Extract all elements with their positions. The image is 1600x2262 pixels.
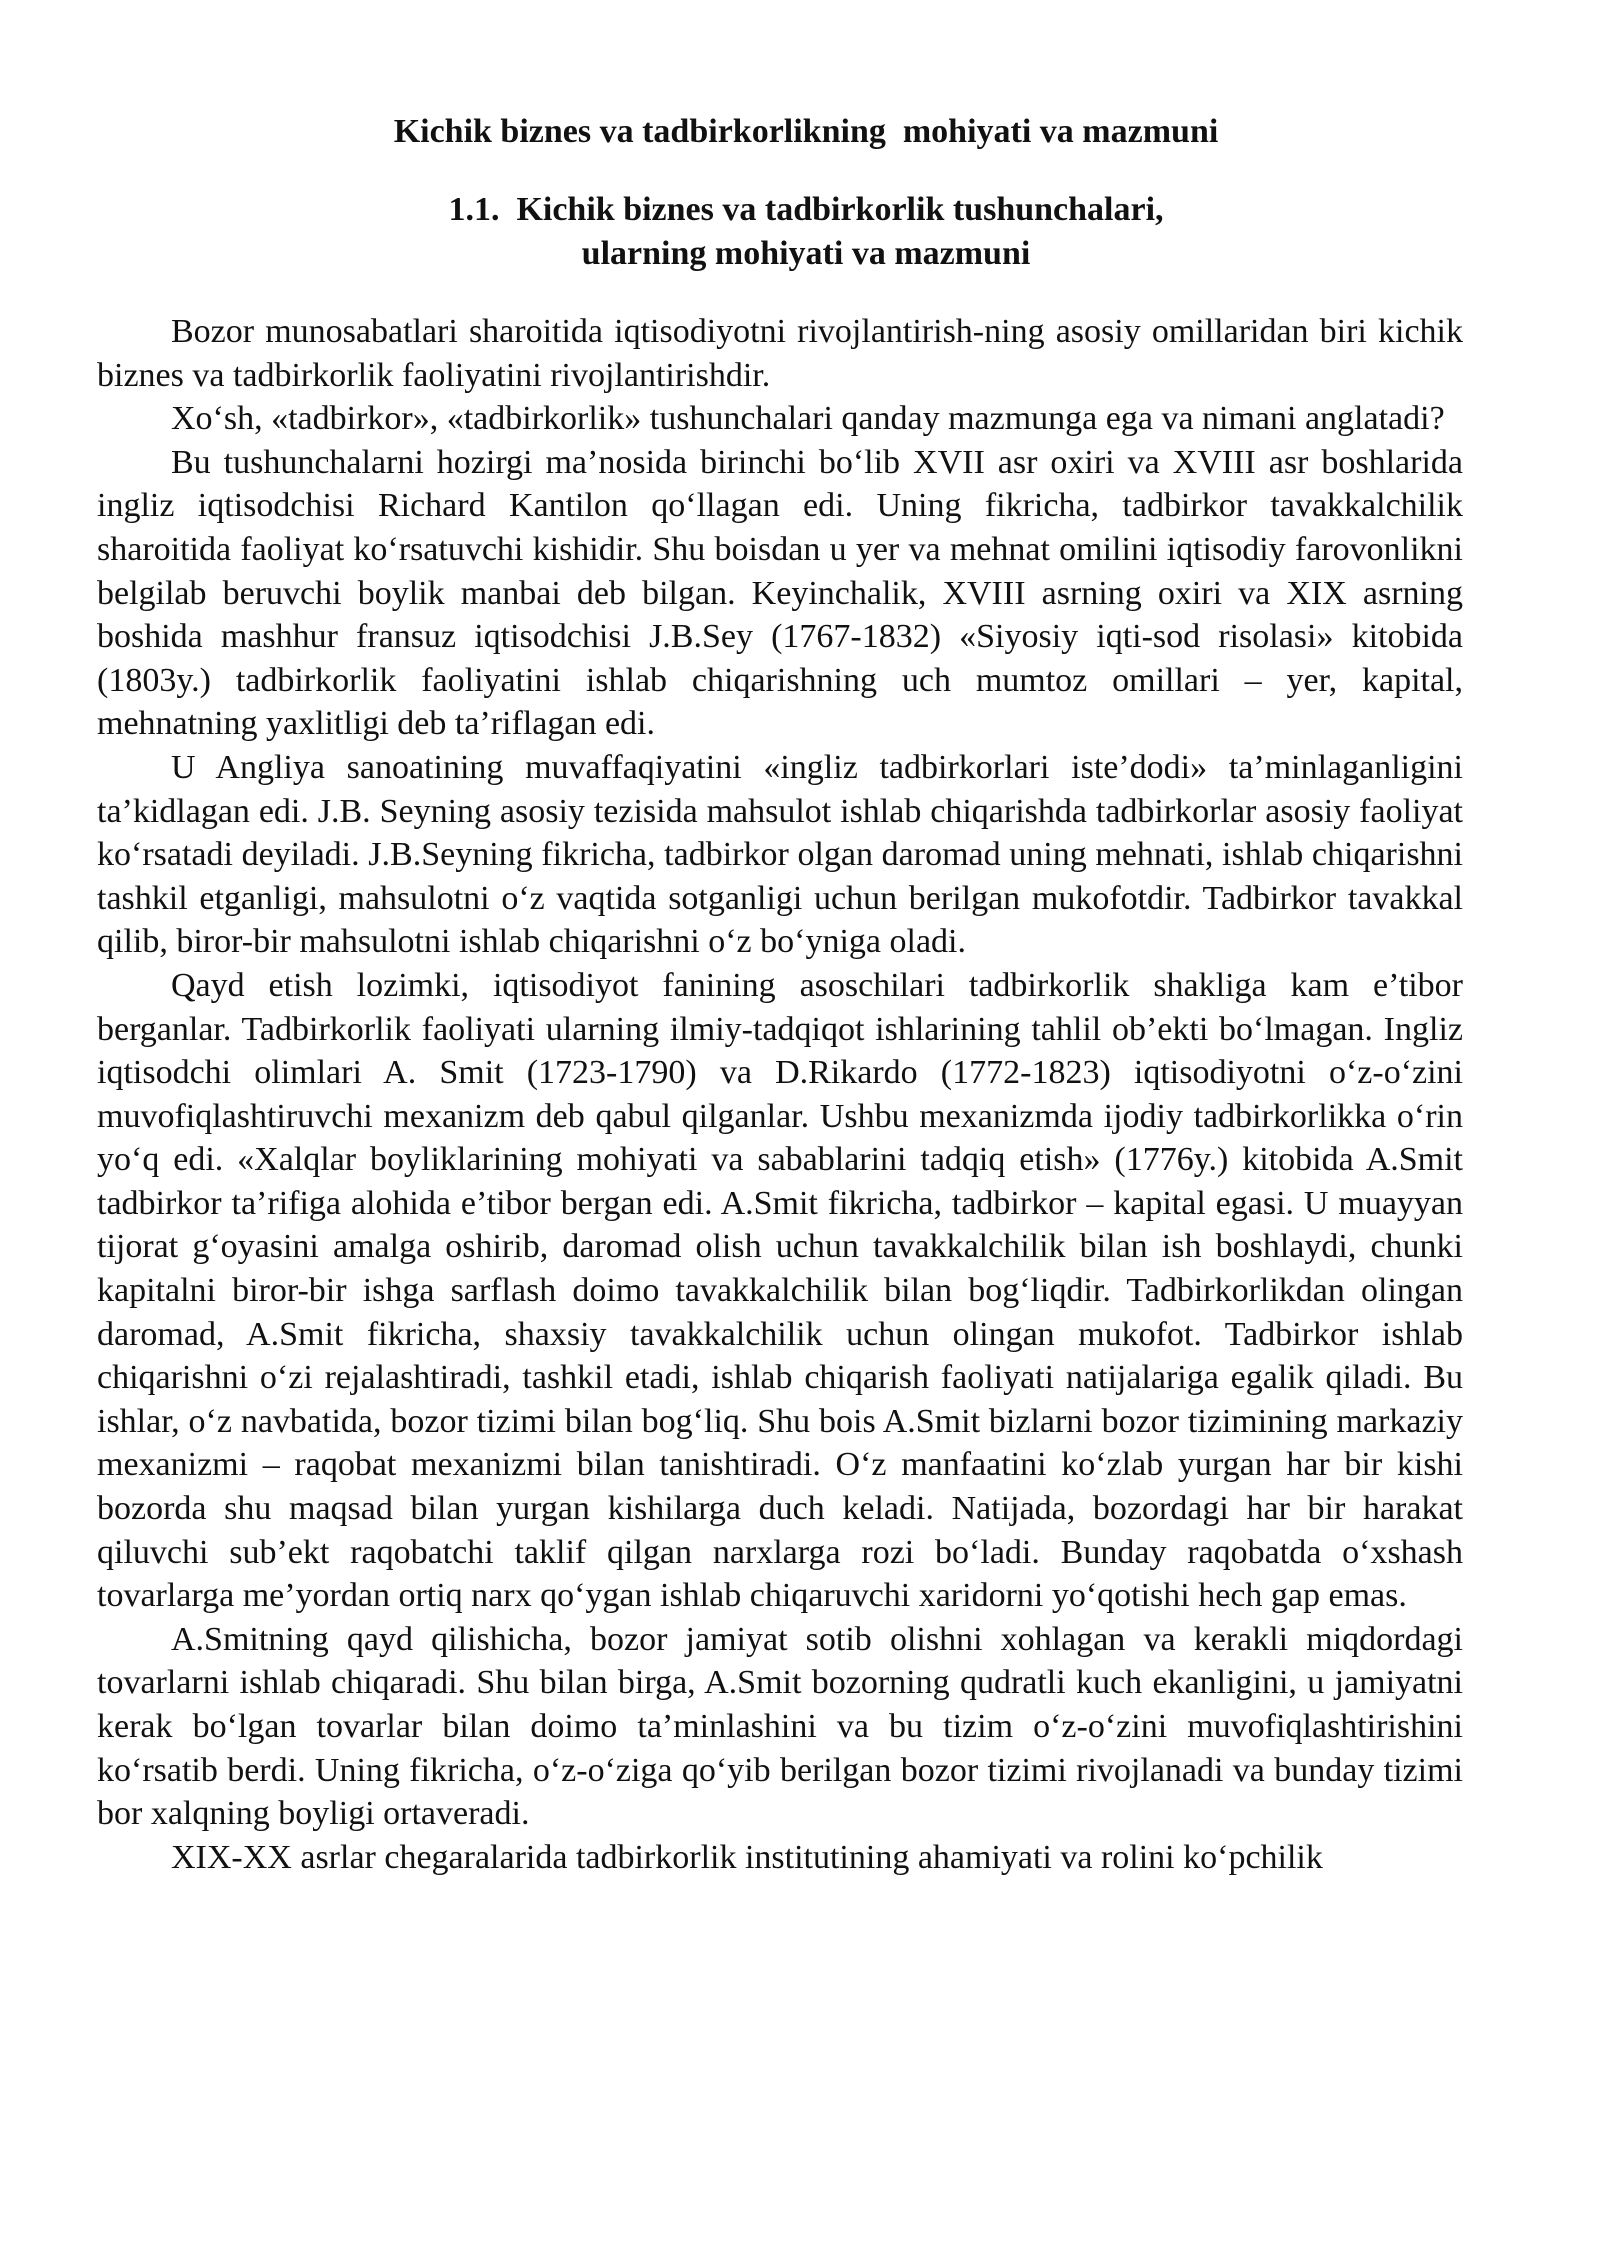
paragraph-3: Bu tushunchalarni hozirgi ma’nosida birinchi bo‘lib XVII asr oxiri va XVIII asr boshlarida ingliz iqtisodchisi Richard Kantilon qo‘llagan edi. Uning fikricha, tadbirkor tavakkalchilik sharoitida faoliyat ko‘rsatuvchi kishidir. Shu boisdan u yer va mehnat omilini iqtisodiy farovonlikni belgilab beruvchi boylik manbai deb bilgan. Keyinchalik, XVIII asrning oxiri va XIX asrning boshida mashhur fransuz iqtisodchisi J.B.Sey (1767-1832) «Siyosiy iqti-sod risolasi» kitobida (1803y.) tadbirkorlik faoliyatini ishlab chiqarishning uch mumtoz omillari – yer, kapital, mehnatning yaxlitligi deb ta’riflagan edi. <box>97 443 1463 743</box>
paragraph-5: Qayd etish lozimki, iqtisodiyot fanining asoschilari tadbirkorlik shakliga kam e’tibor berganlar. Tadbirkorlik faoliyati ularning ilmiy-tadqiqot ishlarining tahlil ob’ekti bo‘lmagan. Ingliz iqtisodchi olimlari A. Smit (1723-1790) va D.Rikardo (1772-1823) iqtisodiyotni o‘z-o‘zini muvofiqlashtiruvchi mexanizm deb qabul qilganlar. Ushbu mexanizmda ijodiy tadbirkorlikka o‘rin yo‘q edi. «Xalqlar boyliklarining mohiyati va sabablarini tadqiq etish» (1776y.) kitobida A.Smit tadbirkor ta’rifiga alohida e’tibor bergan edi. A.Smit fikricha, tadbirkor – kapital egasi. U muayyan tijorat g‘oyasini amalga oshirib, daromad olish uchun tavakkalchilik bilan ish boshlaydi, chunki kapitalni biror-bir ishga sarflash doimo tavakkalchilik bilan bog‘liqdir. Tadbirkorlikdan olingan daromad, A.Smit fikricha, shaxsiy tavakkalchilik uchun olingan mukofot. Tadbirkor ishlab chiqarishni o‘zi rejalashtiradi, tashkil etadi, ishlab chiqarish faoliyati natijalariga egalik qiladi. Bu ishlar, o‘z navbatida, bozor tizimi bilan bog‘liq. Shu bois A.Smit bizlarni bozor tizimining markaziy mexanizmi – raqobat mexanizmi bilan tanishtiradi. O‘z manfaatini ko‘zlab yurgan har bir kishi bozorda shu maqsad bilan yurgan kishilarga duch keladi. Natijada, bozordagi har bir harakat qiluvchi sub’ekt raqobatchi taklif qilgan narxlarga rozi bo‘ladi. Bunday raqobatda o‘xshash tovarlarga me’yordan ortiq narx qo‘ygan ishlab chiqaruvchi xaridorni yo‘qotishi hech gap emas. <box>97 966 1463 1615</box>
section-number: 1.1. <box>448 191 500 228</box>
paragraph-7: XIX-XX asrlar chegaralarida tadbirkorlik institutining ahamiyati va rolini ko‘pchilik <box>171 1838 1323 1876</box>
paragraph-1: Bozor munosabatlari sharoitida iqtisodiyotni rivojlantirish-ning asosiy omillaridan biri kichik biznes va tadbirkorlik faoliyatini rivojlantirishdir. <box>97 313 1463 394</box>
paragraph-4: U Angliya sanoatining muvaffaqiyatini «ingliz tadbirkorlari iste’dodi» ta’minlaganligini ta’kidlagan edi. J.B. Seyning asosiy tezisida mahsulot ishlab chiqarishda tadbirkorlar asosiy faoliyat ko‘rsatadi deyiladi. J.B.Seyning fikricha, tadbirkor olgan daromad uning mehnati, ishlab chiqarishni tashkil etganligi, mahsulotni o‘z vaqtida sotganligi uchun berilgan mukofotdir. Tadbirkor tavakkal qilib, biror-bir mahsulotni ishlab chiqarishni o‘z bo‘yniga oladi. <box>97 748 1463 961</box>
section-heading <box>97 188 1463 276</box>
section-title-line-1: Kichik biznes va tadbirkorlik tushunchalari, <box>516 191 1164 228</box>
document-title: Kichik biznes va tadbirkorlikning mohiyati va mazmuni <box>393 113 1219 150</box>
paragraph-6: A.Smitning qayd qilishicha, bozor jamiyat sotib olishni xohlagan va kerakli miqdordagi tovarlarni ishlab chiqaradi. Shu bilan birga, A.Smit bozorning qudratli kuch ekanligini, u jamiyatni kerak bo‘lgan tovarlar bilan doimo ta’minlashini va bu tizim o‘z-o‘zini muvofiqlashtirishini ko‘rsatib berdi. Uning fikricha, o‘z-o‘ziga qo‘yib berilgan bozor tizimi rivojlanadi va bunday tizimi bor xalqning boyligi ortaveradi. <box>97 1620 1463 1833</box>
document-page <box>97 110 1463 1879</box>
section-heading-line-1 <box>149 188 1463 232</box>
section-title-line-2: ularning mohiyati va mazmuni <box>581 235 1031 272</box>
paragraph-2: Xo‘sh, «tadbirkor», «tadbirkorlik» tushunchalari qanday mazmunga ega va nimani anglatadi? <box>171 400 1445 438</box>
